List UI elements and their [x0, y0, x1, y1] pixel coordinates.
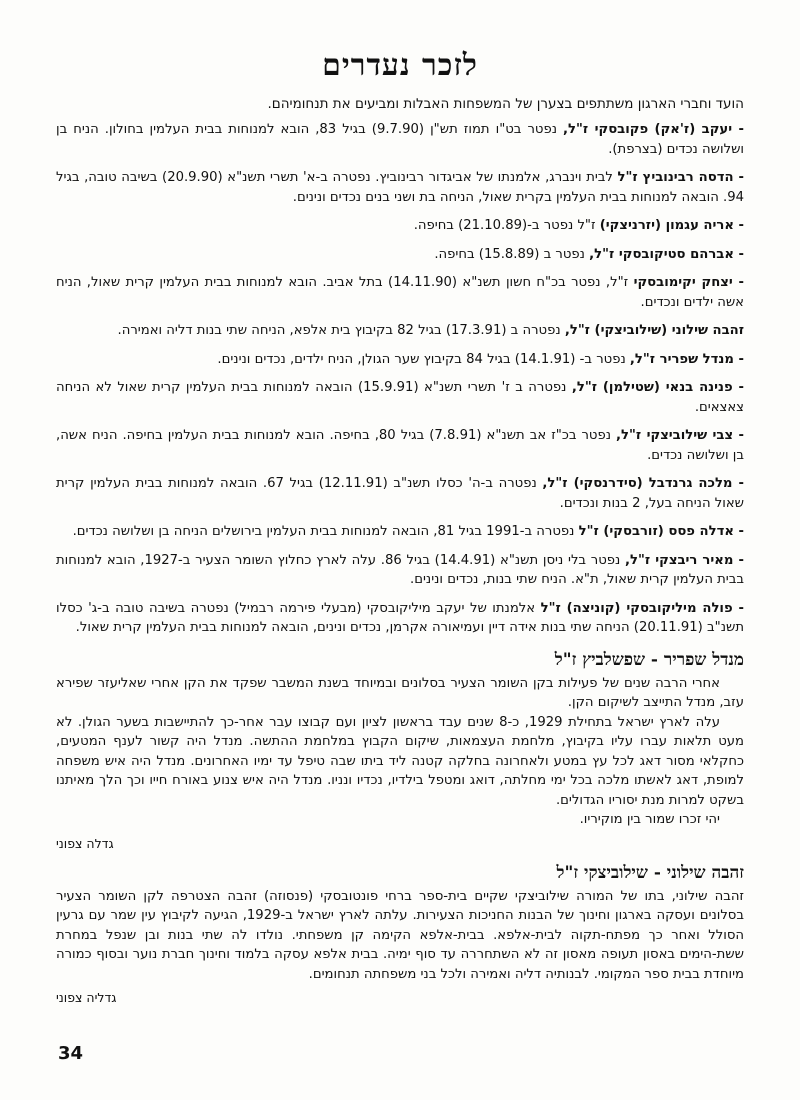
- entry-text: נפטר בלי ניסן תשנ"א (14.4.91) בגיל 86. עלה לארץ כחלוץ השומר הצעיר ב-1927, הובא למנוחות בבית העלמין קרית שאול, ת"א. הניח שתי בנות, נכדים ונינים.: [56, 552, 744, 587]
- memorial-entry: [56, 168, 744, 207]
- entry-name: - יעקב (ז'אק) פקובסקי ז"ל,: [563, 122, 745, 137]
- memorial-entry: [56, 216, 744, 236]
- entry-name: - מנדל שפריר ז"ל,: [629, 351, 744, 367]
- entry-name: - צבי שילוביצקי ז"ל,: [616, 428, 744, 443]
- section-title: זהבה שילוני - שילוביצקי ז"ל: [556, 862, 744, 883]
- obituary-section: [56, 863, 744, 1006]
- obituary-section: [56, 650, 744, 851]
- memorial-entry: [56, 245, 744, 265]
- entry-name: זהבה שילוני (שילוביצקי) ז"ל,: [564, 323, 744, 338]
- entry-name: - יצחק יקימובסקי: [633, 275, 744, 290]
- entry-text: נפטר בכ"ז אב תשנ"א (7.8.91) בגיל 80, בחיפה. הובא למנוחות בבית העלמין בחיפה. הניח אשה, בן ושלושה נכדים.: [56, 428, 744, 463]
- entry-text: נפטר בט"ו תמוז תש"ן (9.7.90) בגיל 83, הובא למנוחות בבית העלמין בחולון. הניח בן ושלושה נכדים (בצרפת).: [56, 122, 744, 157]
- intro-text: הועד וחברי הארגון משתתפים בצערן של המשפחות האבלות ומביעים את תנחומיהם.: [267, 96, 744, 112]
- memorial-entry: [56, 551, 744, 590]
- page-title: לזכר נעדרים: [322, 48, 478, 83]
- entry-text: נפטר ב (15.8.89) בחיפה.: [434, 246, 590, 262]
- memorial-entry: [56, 321, 744, 341]
- entry-text: נפטרה ב-1991 בגיל 81, הובאה למנוחות בבית העלמין בירושלים הניחה בן ושלושה נכדים.: [72, 524, 579, 539]
- memorial-entry: [56, 273, 744, 312]
- memorial-entry: [56, 426, 744, 465]
- entry-name: - פולה מיליקובסקי (קוניצה) ז"ל: [540, 600, 744, 616]
- entry-text: לבית וינברג, אלמנתו של אביגדור רבינוביץ. נפטרה ב-א' תשרי תשנ"א (20.9.90) בשיבה טובה, בגיל 94. הובאה למנוחות בבית העלמין בקרית שאול, הניחה בת ושני בנים נכדים ונינים.: [56, 170, 744, 205]
- paragraph: יהי זכרו שמור בין מוקיריו.: [579, 812, 720, 827]
- memorial-entry: [56, 378, 744, 417]
- entry-name: - אברהם סטיקובסקי ז"ל,: [589, 246, 744, 262]
- entry-text: ז"ל נפטר ב-(21.10.89) בחיפה.: [413, 218, 600, 233]
- memorial-entry: [56, 120, 744, 159]
- entry-text: נפטרה ב-ה' כסלו תשנ"ב (12.11.91) בגיל 67. הובאה למנוחות בבית העלמין קרית שאול הניחה בעל, 2 בנות ונכדים.: [56, 476, 744, 511]
- signature: [56, 990, 744, 1005]
- signature-text: גדלה צפוני: [56, 835, 114, 851]
- memorial-list: [56, 120, 744, 638]
- entry-name: - אדלה פסס (זורבסקי) ז"ל: [578, 524, 744, 539]
- memorial-entry: [56, 474, 744, 513]
- memorial-entry: [56, 350, 744, 370]
- entry-text: נפטרה ב ז' תשרי תשנ"א (15.9.91) הובאה למנוחות בבית העלמין קרית שאול לא הניחה צאצאים.: [56, 380, 744, 415]
- entry-text: נפטר ב- (14.1.91) בגיל 84 בקיבוץ שער הגולן, הניח ילדים, נכדים ונינים.: [217, 351, 630, 367]
- signature: [56, 836, 744, 851]
- entry-text: נפטרה ב (17.3.91) בגיל 82 בקיבוץ בית אלפא, הניחה שתי בנות דליה ואמירה.: [117, 323, 565, 338]
- paragraph: אחרי הרבה שנים של פעילות בקן השומר הצעיר בסלונים ובמיוחד בשנת המשבר שפקד את הקן אחרי שאליעזר שפירא עזב, מנדל התייצב לשיקום הקן.: [56, 675, 744, 710]
- entry-name: - פנינה בנאי (שטילמן) ז"ל,: [571, 380, 744, 395]
- page-number: 34: [58, 1043, 84, 1064]
- memorial-entry: [56, 522, 744, 542]
- section-title: מנדל שפריר - שפשלביץ ז"ל: [554, 649, 744, 670]
- memorial-entry: [56, 599, 744, 638]
- entry-name: - אריה עגמון (יזרניצקי): [599, 218, 744, 233]
- entry-name: - הדסה רבינוביץ ז"ל: [617, 170, 744, 185]
- paragraph: עלה לארץ ישראל בתחילת 1929, כ-8 שנים עבד בראשון לציון ועם קבוצו עבר אחר-כך להתיישבות בשער הגולן. לא מעט תלאות עברו עליו בקיבוץ, מלחמת העצמאות, שיקום הקבוץ במלחמת ההתשה. מנדל היה קשור לענף המטעים, כחקלאי מסור דאג לכל עץ במטע ולאחרונה בחלקה קטנה ליד ביתו שבה טיפל עד ימיו האחרונים. מנדל היה איש משפחה למופת, דאג לאשתו מלכה בכל ימי מחלתה, דואג ומטפל בילדיו, נכדיו ונניו. מנדל היה איש צנוע באורח חייו וכך הלך מאיתנו בשקט למרות מנת יסוריו הגדולים.: [56, 714, 744, 808]
- entry-text: ז"ל, נפטר בכ"ח חשון תשנ"א (14.11.90) בתל אביב. הובא למנוחות בבית העלמין קרית שאול, הניח אשה ילדים ונכדים.: [56, 275, 744, 310]
- entry-text: אלמנתו של יעקב מיליקובסקי (מבעלי פירמה רבמיל) נפטרה בשיבה טובה ב-ג' כסלו תשנ"ב (20.11.91) הניחה שתי בנות אידה דיין ועמיאורה אקרמן, נכדים ונינים, הובאה למנוחות בבית העלמין קרית שאול.: [56, 600, 744, 635]
- entry-name: - מלכה גרנדבל (סידרנסקי) ז"ל,: [542, 476, 744, 491]
- paragraph: זהבה שילוני, בתו של המורה שילוביצקי שקיים בית-ספר ברחי פונטובסקי (פנסוזה) זהבה הצטרפה לקן השומר הצעיר בסלונים ועסקה בארגון וחינוך של הבנות החניכות הצעירות. עלתה לארץ ישראל ב-1929, הגיעה לקיבוץ עין שמר עם גרעין הסולל ואחר כך מפתח-תקוה לבית-אלפא. בבית-אלפא הקימה קן משפחתי. נולדו לה שתי בנות ובן שנפל במחרת ששת-הימים באסון תעופה מאסון זה לא השתחררה עד סוף ימיה. בבית אלפא עסקה בלמוד וחינוך חברת נוער ובסוף כמורה מיוחדת בבית ספר המקומי. לבנותיה דליה ואמירה ולכל בני משפחתה תנחומים.: [56, 888, 744, 982]
- signature-text: גדליה צפוני: [56, 990, 117, 1005]
- entry-name: - מאיר ריבצקי ז"ל,: [625, 552, 744, 568]
